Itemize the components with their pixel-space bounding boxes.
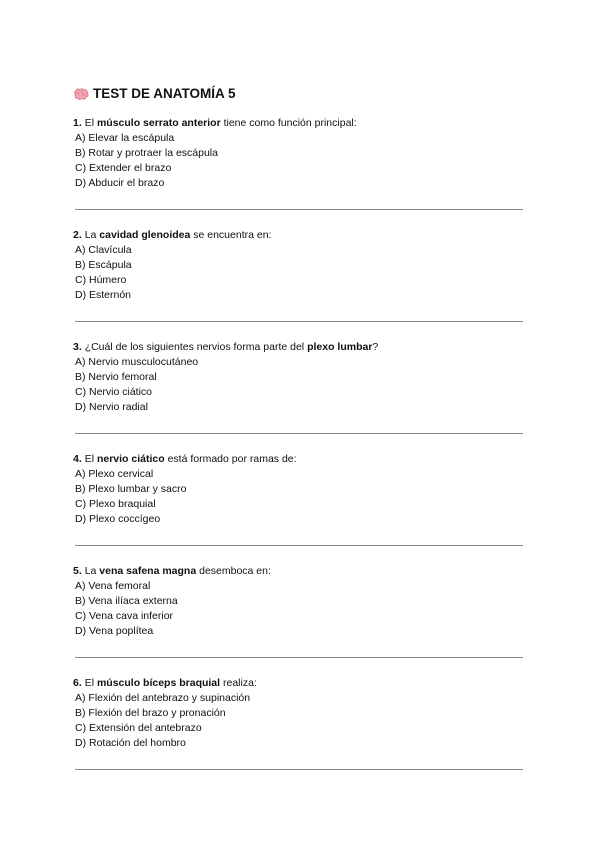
option-a: A) Clavícula [75, 244, 132, 256]
option-b: B) Plexo lumbar y sacro [75, 483, 187, 495]
page-title [73, 86, 236, 101]
question-post: ? [372, 341, 379, 353]
question-post: realiza: [223, 677, 257, 689]
option-a: A) Plexo cervical [75, 468, 154, 480]
option-c: C) Vena cava inferior [75, 610, 174, 622]
divider [75, 209, 523, 210]
option-c: C) Húmero [75, 274, 127, 286]
question-keyword: nervio ciático [96, 453, 165, 465]
divider [75, 545, 523, 546]
question-keyword: plexo lumbar [307, 341, 373, 353]
option-c: C) Nervio ciático [75, 386, 153, 398]
question-4 [73, 452, 533, 527]
divider [75, 769, 523, 770]
question-pre: El [84, 453, 95, 465]
question-5 [73, 564, 533, 639]
question-stem [73, 228, 533, 243]
question-keyword: músculo bíceps braquial [96, 677, 221, 689]
question-pre: La [84, 565, 97, 577]
option-c: C) Extender el brazo [75, 162, 172, 174]
question-2 [73, 228, 533, 303]
question-stem [73, 340, 533, 355]
title-text: TEST DE ANATOMÍA 5 [93, 86, 236, 101]
divider [75, 657, 523, 658]
divider [75, 433, 523, 434]
option-c: C) Plexo braquial [75, 498, 156, 510]
question-1 [73, 116, 533, 191]
question-keyword: cavidad glenoidea [99, 229, 191, 241]
option-d: D) Vena poplítea [75, 625, 154, 637]
question-pre: El [84, 117, 95, 129]
option-d: D) Abducir el brazo [75, 177, 165, 189]
question-number: 4. [73, 453, 82, 465]
question-keyword: vena safena magna [99, 565, 197, 577]
question-post: está formado por ramas de: [167, 453, 297, 465]
question-number: 1. [73, 117, 82, 129]
question-stem [73, 452, 533, 467]
option-a: A) Elevar la escápula [75, 132, 175, 144]
question-pre: El [84, 677, 95, 689]
question-keyword: músculo serrato anterior [96, 117, 221, 129]
option-b: B) Vena ilíaca externa [75, 595, 178, 607]
option-b: B) Rotar y protraer la escápula [75, 147, 218, 159]
question-post: se encuentra en: [193, 229, 272, 241]
option-a: A) Nervio musculocutáneo [75, 356, 199, 368]
option-d: D) Esternón [75, 289, 132, 301]
brain-icon [73, 88, 89, 100]
divider [75, 321, 523, 322]
question-pre: ¿Cuál de los siguientes nervios forma parte del [84, 341, 305, 353]
option-a: A) Vena femoral [75, 580, 151, 592]
question-6 [73, 676, 533, 751]
option-b: B) Escápula [75, 259, 132, 271]
option-a: A) Flexión del antebrazo y supinación [75, 692, 251, 704]
question-stem [73, 564, 533, 579]
question-number: 6. [73, 677, 82, 689]
question-pre: La [84, 229, 97, 241]
question-number: 2. [73, 229, 82, 241]
question-number: 5. [73, 565, 82, 577]
option-d: D) Rotación del hombro [75, 737, 186, 749]
option-d: D) Nervio radial [75, 401, 148, 413]
question-post: desemboca en: [199, 565, 271, 577]
option-b: B) Nervio femoral [75, 371, 157, 383]
question-post: tiene como función principal: [223, 117, 357, 129]
question-stem [73, 676, 533, 691]
question-3 [73, 340, 533, 415]
option-c: C) Extensión del antebrazo [75, 722, 202, 734]
option-d: D) Plexo coccígeo [75, 513, 161, 525]
option-b: B) Flexión del brazo y pronación [75, 707, 226, 719]
question-stem [73, 116, 533, 131]
question-number: 3. [73, 341, 82, 353]
